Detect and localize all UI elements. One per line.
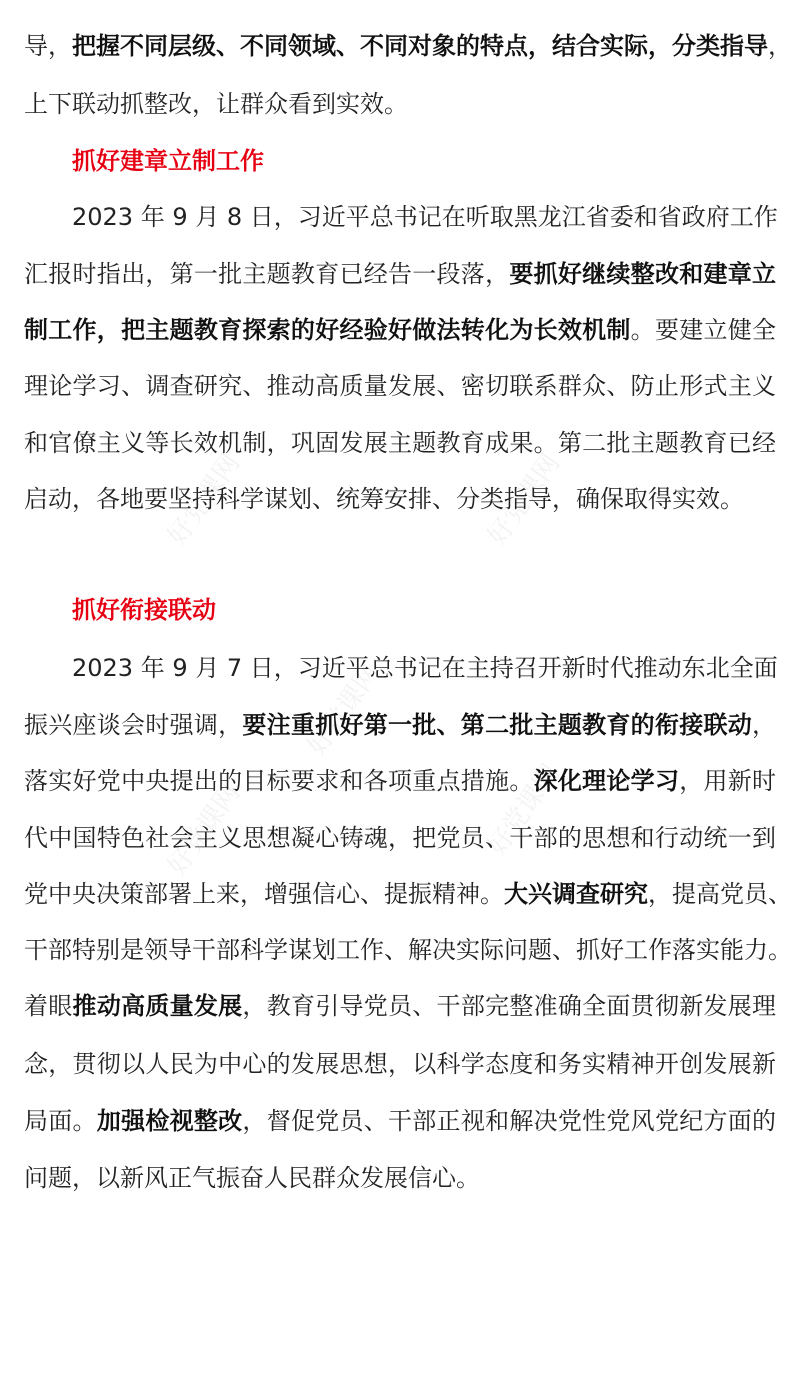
body-text: 党中央决策部署上来，增强信心、提振精神。: [24, 880, 504, 908]
body-text: 代中国特色社会主义思想凝心铸魂，把党员、干部的思想和行动统一到: [24, 824, 776, 852]
paragraph-line: [24, 697, 776, 753]
body-text: 2023 年 9 月 8 日，习近平总书记在听取黑龙江省委和省政府工作: [72, 203, 778, 231]
body-text: 2023 年 9 月 7 日，习近平总书记在主持召开新时代推动东北全面: [72, 654, 778, 682]
paragraph-line: [24, 1150, 776, 1206]
paragraph-line: [24, 246, 776, 302]
paragraph-line: [24, 415, 776, 471]
body-text: ，提高党员、: [648, 880, 792, 908]
body-text: 问题，以新风正气振奋人民群众发展信心。: [24, 1164, 480, 1192]
section-heading: 抓好建章立制工作: [72, 147, 264, 175]
watermark: 好党课网: [161, 778, 247, 882]
paragraph-line: [24, 810, 776, 866]
bold-text: 大兴调查研究: [504, 880, 648, 908]
body-text: ，: [752, 711, 777, 739]
body-text: 局面。: [24, 1107, 97, 1135]
body-text: ，用新时: [679, 767, 777, 795]
paragraph-line: [24, 753, 776, 809]
body-text: 振兴座谈会时强调，: [24, 711, 243, 739]
body-text: 理论学习、调查研究、推动高质量发展、密切联系群众、防止形式主义: [24, 372, 776, 400]
bold-text: 要抓好继续整改和建章立: [509, 260, 777, 288]
paragraph-line: [24, 471, 776, 527]
paragraph-line: [72, 640, 776, 696]
watermark: 好党课网: [481, 448, 567, 552]
bold-text: 要注重抓好第一批、第二批主题教育的衔接联动: [242, 711, 753, 739]
paragraph-line: [24, 866, 792, 922]
body-text: 。要建立健全: [630, 316, 777, 344]
body-text: 导，: [24, 32, 72, 60]
body-text: 念，贯彻以人民为中心的发展思想，以科学态度和务实精神开创发展新: [24, 1050, 776, 1078]
bold-text: 深化理论学习: [533, 767, 680, 795]
body-text: ，督促党员、干部正视和解决党性党风党纪方面的: [242, 1107, 777, 1135]
body-text: 和官僚主义等长效机制，巩固发展主题教育成果。第二批主题教育已经: [24, 429, 776, 457]
paragraph-line: [24, 978, 776, 1034]
watermark: 好党课网: [301, 658, 387, 762]
bold-text: 制工作，把主题教育探索的好经验好做法转化为长效机制: [24, 316, 631, 344]
body-text: 落实好党中央提出的目标要求和各项重点措施。: [24, 767, 534, 795]
section-heading: 抓好衔接联动: [72, 596, 216, 624]
paragraph-line: [24, 922, 792, 978]
body-text: 启动，各地要坚持科学谋划、统筹安排、分类指导，确保取得实效。: [24, 485, 744, 513]
body-text: 上下联动抓整改，让群众看到实效。: [24, 90, 408, 118]
body-text: 干部特别是领导干部科学谋划工作、解决实际问题、抓好工作落实能力。: [24, 936, 792, 964]
paragraph-line: [24, 76, 776, 132]
body-text: ，教育引导党员、干部完整准确全面贯彻新发展理: [242, 992, 777, 1020]
paragraph-line: [24, 358, 776, 414]
paragraph-line: [24, 1036, 776, 1092]
paragraph-line: [72, 189, 776, 245]
body-text: 着眼: [24, 992, 73, 1020]
paragraph-line: [24, 1093, 776, 1149]
bold-text: 推动高质量发展: [72, 992, 243, 1020]
bold-text: 把握不同层级、不同领域、不同对象的特点，结合实际，分类指导: [72, 32, 768, 60]
body-text: ，: [768, 32, 792, 60]
watermark: 好党课网: [161, 448, 247, 552]
body-text: 汇报时指出，第一批主题教育已经告一段落，: [24, 260, 510, 288]
paragraph-line: [24, 302, 776, 358]
watermark: 好党课网: [481, 758, 567, 862]
paragraph-line: [24, 18, 792, 74]
bold-text: 加强检视整改: [96, 1107, 243, 1135]
